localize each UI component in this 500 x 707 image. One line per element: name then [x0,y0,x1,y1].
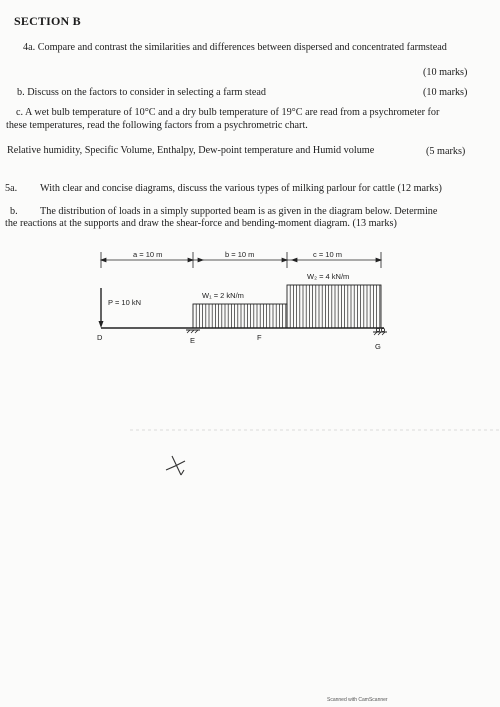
dimension-label-c: c = 10 m [313,250,342,259]
point-load-label: P = 10 kN [108,298,142,307]
point-label-f: F [257,333,262,342]
support-e [186,330,200,333]
question-4b-text: b. Discuss on the factors to consider in selecting a farm stead [17,87,266,98]
udl-w2-hatching [290,285,380,328]
point-label-d: D [97,333,103,342]
question-4c-line-1: c. A wet bulb temperature of 10°C and a dry bulb temperature of 19°C are read from a psychrometer for [16,107,440,118]
question-5a-text: With clear and concise diagrams, discuss the various types of milking parlour for cattle (12 marks) [40,183,442,194]
section-heading: SECTION B [14,14,81,28]
scanner-footer: Scanned with CamScanner [327,697,388,703]
question-4a-text: 4a. Compare and contrast the similarities and differences between dispersed and concentrated farmstead [23,42,447,53]
udl-w2-label: W₂ = 4 kN/m [307,272,350,281]
question-5a-number: 5a. [5,183,18,194]
question-4c-marks: (5 marks) [426,146,466,157]
question-4a-marks: (10 marks) [423,67,468,78]
dimension-label-a: a = 10 m [133,250,163,259]
support-g [373,328,387,335]
question-4c-line-3: Relative humidity, Specific Volume, Enthalpy, Dew-point temperature and Humid volume [7,145,375,156]
question-5b-line-1: The distribution of loads in a simply supported beam is as given in the diagram below. Determine [40,206,438,217]
question-5b-number: b. [10,206,18,217]
point-label-e: E [190,336,196,345]
question-4b-marks: (10 marks) [423,87,468,98]
question-4c-line-2: these temperatures, read the following factors from a psychrometric chart. [6,120,308,131]
dimension-label-b: b = 10 m [225,250,255,259]
udl-w1-hatching [196,304,286,328]
point-label-g: G [375,342,381,351]
question-5b-line-2: the reactions at the supports and draw the shear-force and bending-moment diagram. (13 marks) [5,218,397,229]
udl-w1-label: W₁ = 2 kN/m [202,291,244,300]
handwritten-mark [166,456,185,475]
